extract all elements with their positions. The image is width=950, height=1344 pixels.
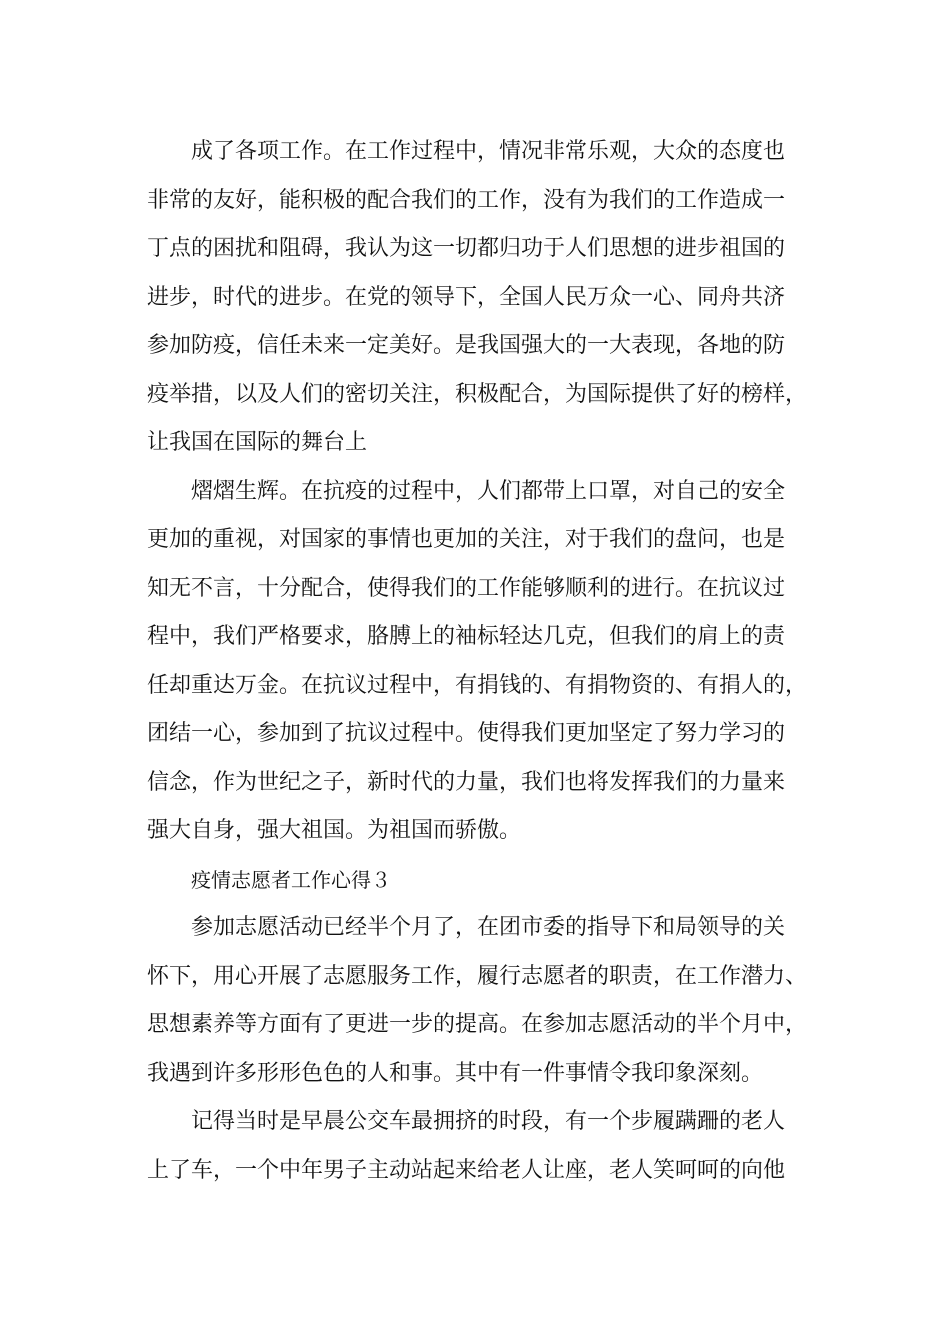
text-line: 思想素养等方面有了更进一步的提高。在参加志愿活动的半个月中， [147, 1012, 808, 1037]
text-line: 记得当时是早晨公交车最拥挤的时段，有一个步履蹒跚的老人 [191, 1109, 786, 1134]
text-line: 程中，我们严格要求，胳膊上的袖标轻达几克，但我们的肩上的责 [147, 624, 786, 649]
text-line: 熠熠生辉。在抗疫的过程中，人们都带上口罩，对自己的安全 [191, 478, 786, 504]
text-line: 我遇到许多形形色色的人和事。其中有一件事情令我印象深刻。 [147, 1060, 764, 1086]
text-line: 强大自身，强大祖国。为祖国而骄傲。 [147, 818, 522, 843]
text-line: 参加志愿活动已经半个月了，在团市委的指导下和局领导的关 [191, 915, 786, 940]
text-line: 信念，作为世纪之子，新时代的力量，我们也将发挥我们的力量来 [147, 769, 786, 795]
text-line: 参加防疫，信任未来一定美好。是我国强大的一大表现，各地的防 [147, 333, 786, 358]
text-line: 怀下，用心开展了志愿服务工作，履行志愿者的职责，在工作潜力、 [147, 963, 808, 989]
text-line: 让我国在国际的舞台上 [147, 430, 368, 455]
text-line: 团结一心，参加到了抗议过程中。使得我们更加坚定了努力学习的 [147, 721, 786, 746]
text-line: 上了车，一个中年男子主动站起来给老人让座，老人笑呵呵的向他 [147, 1157, 786, 1183]
section-heading: 疫情志愿者工作心得３ [191, 867, 391, 892]
body-text [147, 128, 827, 1195]
text-line: 任却重达万金。在抗议过程中，有捐钱的、有捐物资的、有捐人的， [147, 672, 808, 698]
text-line: 更加的重视，对国家的事情也更加的关注，对于我们的盘问，也是 [147, 527, 786, 552]
text-line: 疫举措，以及人们的密切关注，积极配合，为国际提供了好的榜样， [147, 381, 808, 407]
text-line: 成了各项工作。在工作过程中，情况非常乐观，大众的态度也 [191, 139, 786, 164]
text-line: 非常的友好，能积极的配合我们的工作，没有为我们的工作造成一 [147, 187, 786, 213]
text-line: 知无不言，十分配合，使得我们的工作能够顺利的进行。在抗议过 [147, 575, 786, 601]
text-line: 丁点的困扰和阻碍，我认为这一切都归功于人们思想的进步祖国的 [147, 236, 786, 261]
text-line: 进步，时代的进步。在党的领导下，全国人民万众一心、同舟共济 [147, 284, 786, 310]
